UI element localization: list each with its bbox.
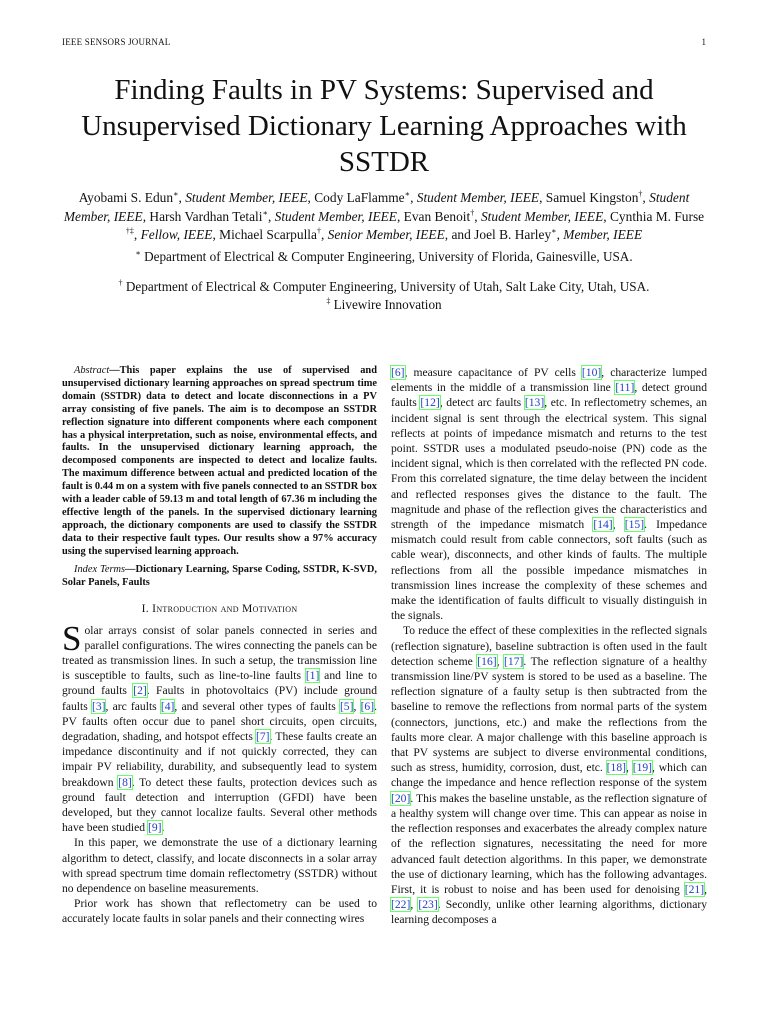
affiliation-uf: ∗ Department of Electrical & Computer Engineering, University of Florida, Gainesville, USA. xyxy=(135,248,633,264)
citation-link[interactable]: [1] xyxy=(305,669,320,683)
citation-link[interactable]: [21] xyxy=(684,882,705,896)
page-number: 1 xyxy=(701,37,706,47)
citation-link[interactable]: [5] xyxy=(339,699,354,713)
intro-paragraph-3: Prior work has shown that reflectometry can be used to accurately locate faults in solar panels and their connecting wires xyxy=(62,897,377,926)
intro-paragraph-2: In this paper, we demonstrate the use of a dictionary learning algorithm to detect, classify, and locate disconnects in a solar array with spread spectrum time domain reflectometry (SSTDR) without no dependence on baseline measurements. xyxy=(62,836,377,896)
citation-link[interactable]: [12] xyxy=(420,396,440,410)
citation-link[interactable]: [19] xyxy=(632,761,653,775)
intro-paragraph-3-cont: [6], measure capacitance of PV cells [10], characterize lumped elements in the middle of a transmission line [11], detect ground faults [12], detect arc faults [13], etc. In reflectometry schemes, an incident signal is sent through the electrical system. This signal reflects at points of impedance mismatch and returns to the test point. SSTDR uses a modulated pseudo-noise (PN) code as the incident signal, which is then correlated with the reflected PN code. From this correlated signature, the time delay between the incident and reflected responses gives the distance to the fault. The magnitude and phase of the reflection gives the characteristics and strength of the impedance mismatch [14], [15]. Impedance mismatch could result from cable connectors, soft faults (such as cable wear), disconnects, and other kinds of faults. The multiple reflections from all the possible impedance mismatches in transmission lines increase the complexity of these schemes and make the identification of faults difficult to visually distinguish in the signals. xyxy=(391,366,708,623)
citation-link[interactable]: [2] xyxy=(133,684,147,698)
citation-link[interactable]: [15] xyxy=(624,518,645,532)
index-terms: Index Terms—Dictionary Learning, Sparse Coding, SSTDR, K-SVD, Solar Panels, Faults xyxy=(62,563,377,588)
abstract: Abstract—This paper explains the use of supervised and unsupervised dictionary learning approaches on spread spectrum time domain (SSTDR) data to detect and locate disconnections in a PV array consisting of five panels. The aim is to decompose an SSTDR reflection signature into different components where each component has a physical interpretation, such as noise, environmental effects, and faults. In the unsupervised dictionary learning approach, the decomposed components are inspected to detect and localize faults. The maximum difference between actual and predicted location of the fault is 0.44 m on a system with five panels connected to an SSTDR box with a leader cable of 59.13 m and total length of 67.36 m including the effective length of the panels. In the supervised dictionary learning approach, the dictionary components are used to classify the SSTDR data to their respective fault types. Our results show a 97% accuracy using the supervised learning approach. xyxy=(62,365,377,557)
section-heading-introduction: I. Introduction and Motivation xyxy=(141,602,298,616)
intro-paragraph-1: Solar arrays consist of solar panels connected in series and parallel configurations. The wires connecting the panels can be treated as transmission lines. In such a setup, the transmission line is susceptible to faults, such as line-to-line faults [1] and line to ground faults [2]. Faults in photovoltaics (PV) include ground faults [3], arc faults [4], and several other types of faults [5], [6]. PV faults often occur due to panel short circuits, open circuits, degradation, shading, and hotspot effects [7]. These faults create an impedance discontinuity and if not quickly corrected, they can impair PV reliability, durability, and subsequently lead to system breakdown [8]. To detect these faults, protection devices such as ground fault detection and interruption (GFDI) have been developed, but they cannot localize faults. Several other methods have been studied [9]. xyxy=(62,618,377,835)
citation-link[interactable]: [9] xyxy=(147,821,162,835)
citation-link[interactable]: [16] xyxy=(477,654,497,668)
affiliation-utah: † Department of Electrical & Computer Engineering, University of Utah, Salt Lake City, Utah, USA. xyxy=(118,278,650,294)
running-head-journal: IEEE SENSORS JOURNAL xyxy=(62,37,171,47)
citation-link[interactable]: [18] xyxy=(606,761,626,775)
citation-link[interactable]: [6] xyxy=(360,699,375,713)
right-column xyxy=(391,365,707,928)
citation-link[interactable]: [17] xyxy=(504,654,524,668)
citation-link[interactable]: [23] xyxy=(418,898,438,912)
intro-paragraph-4: To reduce the effect of these complexities in the reflected signals (reflection signature), baseline subtraction is often used in the fault detection scheme [16], [17]. The reflection signature of a healthy transmission line/PV system is stored to be used as a baseline. The reflection signature of a faulty setup is then subtracted from the baseline to remove the reflections from normal parts of the system (connectors, junctions, etc.) and make the reflections from the faults more clear. A major challenge with this baseline approach is that PV systems are subject to diverse environmental conditions, such as stress, humidity, corrosion, dust, etc. [18], [19], which can change the impedance and hence reflection response of the system [20]. This makes the baseline unstable, as the reflection signature of a healthy system will change over time. This can appear as noise in the reflection responses and exacerbates the already complex nature of the reflection signatures, necessitating the need for more advanced fault detection algorithms. In this paper, we demonstrate the use of dictionary learning, which has the following advantages. First, it is robust to noise and has been used for denoising [21], [22], [23]. Secondly, unlike other learning algorithms, dictionary learning decomposes a xyxy=(391,624,708,927)
citation-link[interactable]: [22] xyxy=(391,898,411,912)
citation-link[interactable]: [8] xyxy=(118,775,132,789)
citation-link[interactable]: [3] xyxy=(91,699,106,713)
citation-link[interactable]: [14] xyxy=(593,518,613,532)
citation-link[interactable]: [13] xyxy=(524,396,545,410)
citation-link[interactable]: [4] xyxy=(160,699,175,713)
author-list: Ayobami S. Edun∗, Student Member, IEEE, Cody LaFlamme∗, Student Member, IEEE, Samuel Kingston†, Student Member, IEEE, Harsh Vardhan Tetali∗, Student Member, IEEE, Evan Benoit†, Student Member, IEEE, Cynthia M. Furse †‡, Fellow, IEEE, Michael Scarpulla†, Senior Member, IEEE, and Joel B. Harley∗, Member, IEEE xyxy=(63,189,705,242)
citation-link[interactable]: [11] xyxy=(615,381,635,395)
citation-link[interactable]: [20] xyxy=(391,791,411,805)
left-column xyxy=(62,365,377,927)
citation-link[interactable]: [7] xyxy=(256,730,270,744)
paper-title: Finding Faults in PV Systems: Supervised and Unsupervised Dictionary Learning Approaches with SSTDR xyxy=(81,74,687,178)
affiliation-livewire: ‡ Livewire Innovation xyxy=(326,296,442,312)
citation-link[interactable]: [10] xyxy=(581,366,602,379)
citation-link[interactable]: [6] xyxy=(391,366,405,379)
